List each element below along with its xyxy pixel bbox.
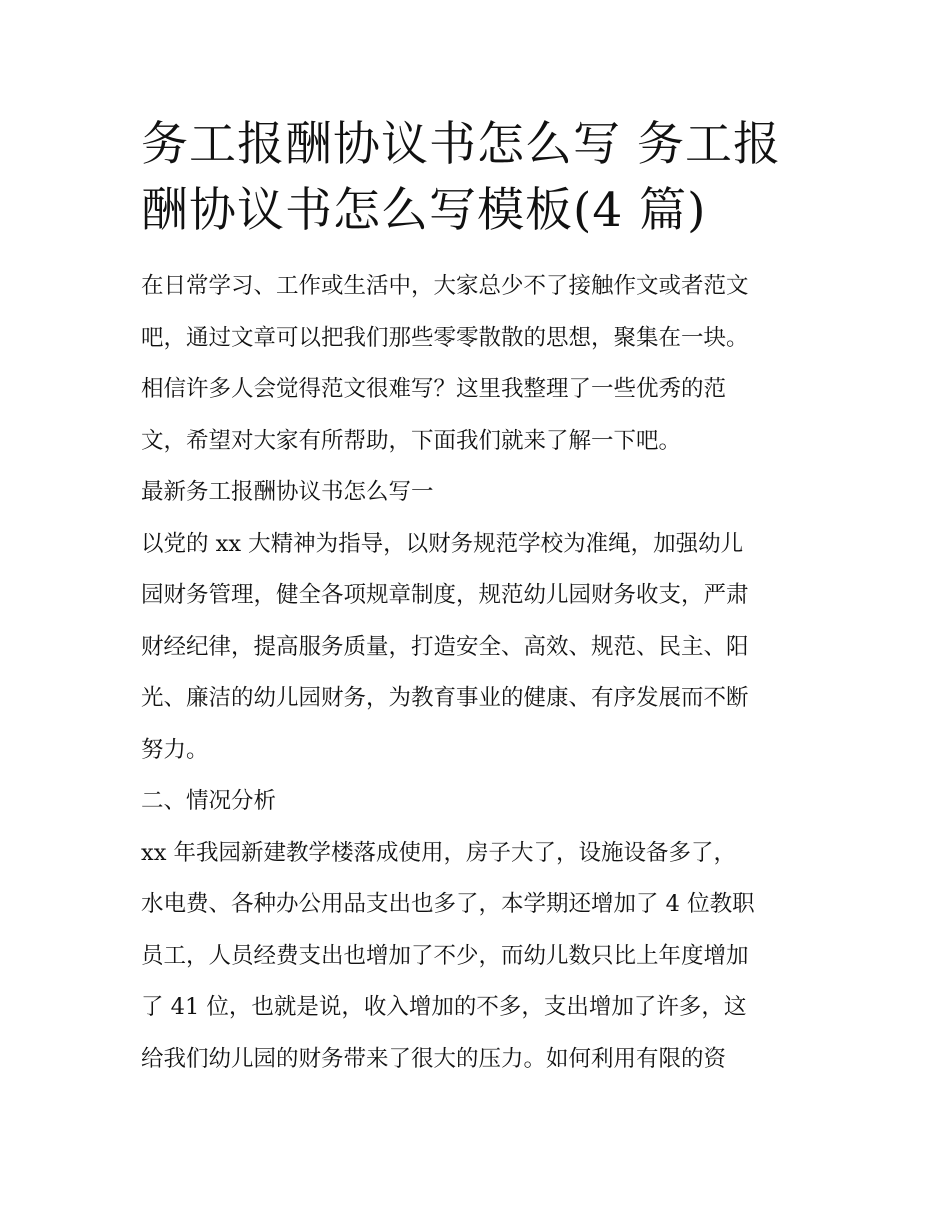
section-heading: 二、情况分析 bbox=[141, 788, 277, 814]
text-line: 以党的 xx 大精神为指导，以财务规范学校为准绳，加强幼儿 bbox=[141, 530, 744, 557]
text-line: 给我们幼儿园的财务带来了很大的压力。如何利用有限的资 bbox=[141, 1045, 727, 1072]
section2-paragraph bbox=[141, 828, 821, 1086]
text-line: 水电费、各种办公用品支出也多了，本学期还增加了 4 位教职 bbox=[141, 891, 755, 917]
document-title bbox=[141, 112, 821, 244]
title-line: 酬协议书怎么写模板(4 篇) bbox=[141, 183, 707, 238]
document-content bbox=[141, 112, 821, 1085]
intro-paragraph bbox=[141, 261, 821, 467]
text-line: 了 41 位，也就是说，收入增加的不多，支出增加了许多，这 bbox=[141, 994, 747, 1020]
title-line: 务工报酬协议书怎么写 务工报 bbox=[141, 117, 781, 172]
text-line: 园财务管理，健全各项规章制度，规范幼儿园财务收支，严肃 bbox=[141, 582, 749, 608]
section1-paragraph bbox=[141, 519, 821, 777]
text-line: 吧，通过文章可以把我们那些零零散散的思想，聚集在一块。 bbox=[141, 324, 749, 351]
section-heading: 最新务工报酬协议书怎么写一 bbox=[141, 479, 434, 505]
text-line: 在日常学习、工作或生活中，大家总少不了接触作文或者范文 bbox=[141, 273, 749, 299]
text-line: 努力。 bbox=[141, 736, 209, 763]
text-line: 财经纪律，提高服务质量，打造安全、高效、规范、民主、阳 bbox=[141, 633, 749, 660]
text-line: 光、廉洁的幼儿园财务，为教育事业的健康、有序发展而不断 bbox=[141, 685, 749, 711]
text-line: xx 年我园新建教学楼落成使用，房子大了，设施设备多了， bbox=[141, 839, 737, 866]
text-line: 相信许多人会觉得范文很难写？这里我整理了一些优秀的范 bbox=[141, 376, 727, 402]
text-line: 员工，人员经费支出也增加了不少，而幼儿数只比上年度增加 bbox=[141, 942, 749, 969]
text-line: 文，希望对大家有所帮助，下面我们就来了解一下吧。 bbox=[141, 427, 682, 454]
